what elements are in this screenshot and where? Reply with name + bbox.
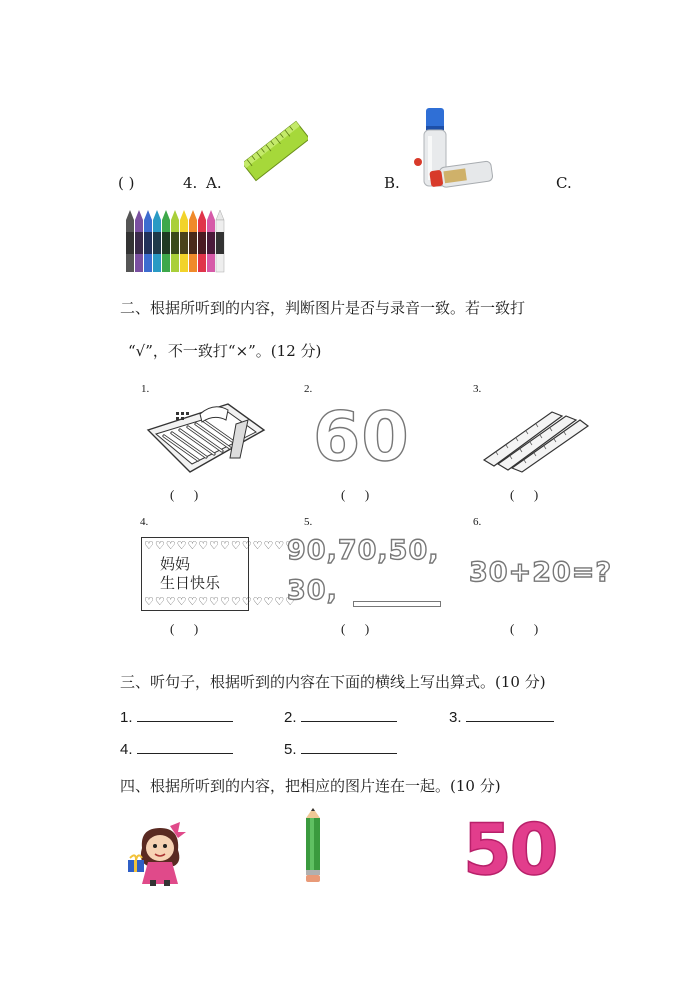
section4-title: 四、根据所听到的内容，把相应的图片连在一起。(10 分) <box>120 777 501 795</box>
pencil-icon <box>300 808 326 884</box>
sequence-line1: 90,70,50, <box>287 535 440 566</box>
section2-title-line2: “√”，不一致打“×”。(12 分) <box>128 342 322 360</box>
girl-with-gift-icon <box>120 822 192 886</box>
blank-2-label: 2. <box>284 709 297 726</box>
blank-4[interactable] <box>120 739 233 758</box>
blank-3-label: 3. <box>449 709 462 726</box>
item5-number: 5. <box>304 516 313 528</box>
sequence-blank-line <box>353 601 441 607</box>
item6-answer-paren[interactable]: ( ) <box>510 621 539 636</box>
item4-answer-paren[interactable]: ( ) <box>170 621 199 636</box>
blank-1[interactable] <box>120 707 233 726</box>
item3-number: 3. <box>473 383 482 395</box>
card-line2: 生日快乐 <box>160 574 221 592</box>
blank-5[interactable] <box>284 739 397 758</box>
q4-option-c-label: C. <box>556 174 572 192</box>
blank-4-label: 4. <box>120 741 133 758</box>
blank-2[interactable] <box>284 707 397 726</box>
section3-title: 三、听句子，根据听到的内容在下面的横线上写出算式。(10 分) <box>120 673 546 691</box>
q4-answer-paren[interactable]: ( ) <box>118 174 135 192</box>
sixty-number: 60 <box>313 398 410 477</box>
abacus-icon <box>140 400 270 476</box>
hearts-bottom: ♡♡♡♡♡♡♡♡♡♡♡♡♡♡ <box>144 595 297 608</box>
hearts-top: ♡♡♡♡♡♡♡♡♡♡♡♡♡♡ <box>144 539 297 552</box>
sequence-line2: 30, <box>287 575 338 606</box>
blank-1-label: 1. <box>120 709 133 726</box>
birthday-card <box>141 537 297 611</box>
item1-number: 1. <box>141 383 150 395</box>
item2-number: 2. <box>304 383 313 395</box>
section2-title-line1: 二、根据所听到的内容，判断图片是否与录音一致。若一致打 <box>120 299 526 317</box>
rulers-icon <box>480 404 590 474</box>
card-line1: 妈妈 <box>160 555 191 573</box>
crayons-icon <box>124 208 232 274</box>
blank-3[interactable] <box>449 707 554 726</box>
item5-answer-paren[interactable]: ( ) <box>341 621 370 636</box>
glue-sticks-icon <box>410 104 494 190</box>
q4-number: 4. <box>183 174 198 192</box>
fifty-number: 50 <box>463 809 557 891</box>
equation-text: 30+20=? <box>469 557 613 588</box>
q4-option-a-label: A. <box>206 174 222 192</box>
item1-answer-paren[interactable]: ( ) <box>170 487 199 502</box>
ruler-icon <box>244 118 308 184</box>
q4-option-b-label: B. <box>384 174 400 192</box>
item4-number: 4. <box>140 516 149 528</box>
blank-5-label: 5. <box>284 741 297 758</box>
item6-number: 6. <box>473 516 482 528</box>
item3-answer-paren[interactable]: ( ) <box>510 487 539 502</box>
item2-answer-paren[interactable]: ( ) <box>341 487 370 502</box>
